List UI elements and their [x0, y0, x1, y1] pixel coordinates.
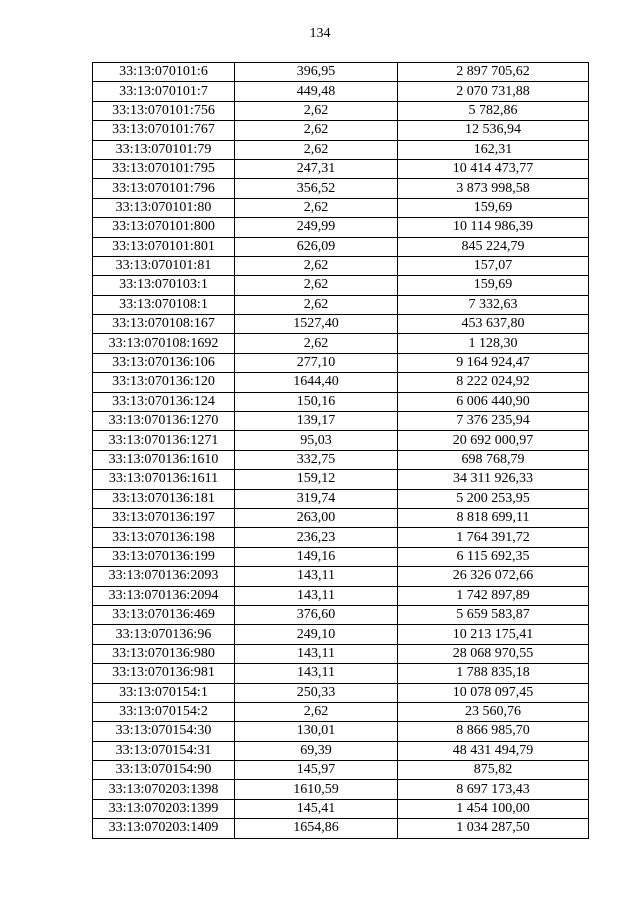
cadastral-number-cell: 33:13:070101:6: [93, 63, 235, 82]
cadastral-value-cell: 7 332,63: [398, 295, 589, 314]
table-row: [93, 547, 589, 566]
cadastral-number-cell: 33:13:070136:106: [93, 353, 235, 372]
area-cell: 143,11: [235, 644, 398, 663]
cadastral-value-cell: 698 768,79: [398, 450, 589, 469]
table-row: [93, 276, 589, 295]
table-row: [93, 470, 589, 489]
cadastral-number-cell: 33:13:070136:2094: [93, 586, 235, 605]
cadastral-number-cell: 33:13:070136:120: [93, 373, 235, 392]
cadastral-number-cell: 33:13:070101:801: [93, 237, 235, 256]
cadastral-value-cell: 5 782,86: [398, 101, 589, 120]
table-row: [93, 159, 589, 178]
cadastral-value-cell: 5 659 583,87: [398, 605, 589, 624]
area-cell: 2,62: [235, 198, 398, 217]
cadastral-value-cell: 8 222 024,92: [398, 373, 589, 392]
area-cell: 236,23: [235, 528, 398, 547]
table-row: [93, 82, 589, 101]
table-row: [93, 237, 589, 256]
table-row: [93, 315, 589, 334]
cadastral-value-cell: 20 692 000,97: [398, 431, 589, 450]
cadastral-number-cell: 33:13:070136:980: [93, 644, 235, 663]
cadastral-number-cell: 33:13:070101:796: [93, 179, 235, 198]
table-row: [93, 334, 589, 353]
area-cell: 1527,40: [235, 315, 398, 334]
table-row: [93, 586, 589, 605]
cadastral-value-cell: 2 897 705,62: [398, 63, 589, 82]
cadastral-number-cell: 33:13:070154:30: [93, 722, 235, 741]
area-cell: 396,95: [235, 63, 398, 82]
table-row: [93, 664, 589, 683]
table-row: [93, 799, 589, 818]
table-row: [93, 702, 589, 721]
area-cell: 376,60: [235, 605, 398, 624]
cadastral-number-cell: 33:13:070154:1: [93, 683, 235, 702]
cadastral-number-cell: 33:13:070203:1409: [93, 819, 235, 838]
cadastral-number-cell: 33:13:070136:469: [93, 605, 235, 624]
cadastral-number-cell: 33:13:070136:1611: [93, 470, 235, 489]
table-row: [93, 625, 589, 644]
area-cell: 332,75: [235, 450, 398, 469]
table-row: [93, 63, 589, 82]
cadastral-value-cell: 23 560,76: [398, 702, 589, 721]
cadastral-value-cell: 159,69: [398, 198, 589, 217]
area-cell: 2,62: [235, 101, 398, 120]
cadastral-number-cell: 33:13:070136:1610: [93, 450, 235, 469]
table-row: [93, 508, 589, 527]
cadastral-value-cell: 157,07: [398, 256, 589, 275]
cadastral-number-cell: 33:13:070136:1271: [93, 431, 235, 450]
area-cell: 250,33: [235, 683, 398, 702]
cadastral-number-cell: 33:13:070203:1398: [93, 780, 235, 799]
cadastral-value-cell: 1 764 391,72: [398, 528, 589, 547]
cadastral-number-cell: 33:13:070154:2: [93, 702, 235, 721]
area-cell: 2,62: [235, 295, 398, 314]
area-cell: 249,10: [235, 625, 398, 644]
page-number: 134: [309, 26, 331, 41]
cadastral-number-cell: 33:13:070101:81: [93, 256, 235, 275]
area-cell: 247,31: [235, 159, 398, 178]
area-cell: 143,11: [235, 586, 398, 605]
area-cell: 249,99: [235, 218, 398, 237]
cadastral-number-cell: 33:13:070108:1692: [93, 334, 235, 353]
cadastral-value-cell: 8 866 985,70: [398, 722, 589, 741]
cadastral-number-cell: 33:13:070108:167: [93, 315, 235, 334]
cadastral-value-table: [92, 62, 589, 839]
cadastral-value-cell: 6 115 692,35: [398, 547, 589, 566]
area-cell: 159,12: [235, 470, 398, 489]
table-row: [93, 431, 589, 450]
area-cell: 2,62: [235, 256, 398, 275]
cadastral-number-cell: 33:13:070108:1: [93, 295, 235, 314]
cadastral-number-cell: 33:13:070101:756: [93, 101, 235, 120]
area-cell: 2,62: [235, 276, 398, 295]
area-cell: 2,62: [235, 702, 398, 721]
table-row: [93, 741, 589, 760]
cadastral-number-cell: 33:13:070101:80: [93, 198, 235, 217]
table-row: [93, 450, 589, 469]
table-row: [93, 392, 589, 411]
cadastral-value-cell: 10 213 175,41: [398, 625, 589, 644]
area-cell: 2,62: [235, 121, 398, 140]
cadastral-number-cell: 33:13:070154:31: [93, 741, 235, 760]
table-row: [93, 489, 589, 508]
area-cell: 139,17: [235, 412, 398, 431]
cadastral-value-cell: 7 376 235,94: [398, 412, 589, 431]
cadastral-value-cell: 162,31: [398, 140, 589, 159]
cadastral-value-cell: 1 454 100,00: [398, 799, 589, 818]
area-cell: 1644,40: [235, 373, 398, 392]
area-cell: 2,62: [235, 334, 398, 353]
cadastral-value-cell: 48 431 494,79: [398, 741, 589, 760]
table-row: [93, 819, 589, 838]
area-cell: 263,00: [235, 508, 398, 527]
cadastral-number-cell: 33:13:070154:90: [93, 761, 235, 780]
cadastral-number-cell: 33:13:070136:981: [93, 664, 235, 683]
cadastral-number-cell: 33:13:070101:79: [93, 140, 235, 159]
cadastral-number-cell: 33:13:070136:2093: [93, 567, 235, 586]
area-cell: 145,41: [235, 799, 398, 818]
cadastral-number-cell: 33:13:070101:7: [93, 82, 235, 101]
area-cell: 356,52: [235, 179, 398, 198]
cadastral-value-cell: 26 326 072,66: [398, 567, 589, 586]
area-cell: 319,74: [235, 489, 398, 508]
table-row: [93, 567, 589, 586]
cadastral-number-cell: 33:13:070203:1399: [93, 799, 235, 818]
cadastral-number-cell: 33:13:070136:181: [93, 489, 235, 508]
cadastral-value-cell: 34 311 926,33: [398, 470, 589, 489]
cadastral-value-cell: 8 818 699,11: [398, 508, 589, 527]
table-row: [93, 140, 589, 159]
area-cell: 95,03: [235, 431, 398, 450]
area-cell: 1610,59: [235, 780, 398, 799]
area-cell: 2,62: [235, 140, 398, 159]
table-row: [93, 683, 589, 702]
area-cell: 69,39: [235, 741, 398, 760]
cadastral-value-cell: 1 742 897,89: [398, 586, 589, 605]
cadastral-number-cell: 33:13:070101:800: [93, 218, 235, 237]
cadastral-number-cell: 33:13:070101:767: [93, 121, 235, 140]
table-row: [93, 101, 589, 120]
area-cell: 130,01: [235, 722, 398, 741]
cadastral-value-cell: 28 068 970,55: [398, 644, 589, 663]
cadastral-value-cell: 10 114 986,39: [398, 218, 589, 237]
table-row: [93, 353, 589, 372]
cadastral-number-cell: 33:13:070136:197: [93, 508, 235, 527]
cadastral-value-cell: 1 034 287,50: [398, 819, 589, 838]
area-cell: 277,10: [235, 353, 398, 372]
cadastral-value-cell: 3 873 998,58: [398, 179, 589, 198]
table-row: [93, 722, 589, 741]
cadastral-number-cell: 33:13:070101:795: [93, 159, 235, 178]
table-row: [93, 256, 589, 275]
table-row: [93, 179, 589, 198]
area-cell: 145,97: [235, 761, 398, 780]
table-row: [93, 644, 589, 663]
cadastral-number-cell: 33:13:070136:199: [93, 547, 235, 566]
cadastral-value-cell: 453 637,80: [398, 315, 589, 334]
cadastral-value-cell: 159,69: [398, 276, 589, 295]
table-row: [93, 780, 589, 799]
table-row: [93, 412, 589, 431]
cadastral-value-cell: 12 536,94: [398, 121, 589, 140]
table-row: [93, 295, 589, 314]
table-row: [93, 528, 589, 547]
cadastral-value-cell: 5 200 253,95: [398, 489, 589, 508]
cadastral-value-cell: 6 006 440,90: [398, 392, 589, 411]
area-cell: 626,09: [235, 237, 398, 256]
cadastral-value-cell: 845 224,79: [398, 237, 589, 256]
area-cell: 449,48: [235, 82, 398, 101]
cadastral-value-cell: 10 414 473,77: [398, 159, 589, 178]
area-cell: 143,11: [235, 567, 398, 586]
cadastral-value-cell: 1 128,30: [398, 334, 589, 353]
table-body: [93, 63, 589, 839]
cadastral-value-cell: 2 070 731,88: [398, 82, 589, 101]
cadastral-number-cell: 33:13:070103:1: [93, 276, 235, 295]
cadastral-number-cell: 33:13:070136:198: [93, 528, 235, 547]
area-cell: 1654,86: [235, 819, 398, 838]
area-cell: 150,16: [235, 392, 398, 411]
cadastral-value-cell: 8 697 173,43: [398, 780, 589, 799]
table-row: [93, 373, 589, 392]
area-cell: 143,11: [235, 664, 398, 683]
cadastral-number-cell: 33:13:070136:1270: [93, 412, 235, 431]
cadastral-value-cell: 9 164 924,47: [398, 353, 589, 372]
cadastral-number-cell: 33:13:070136:124: [93, 392, 235, 411]
cadastral-value-cell: 10 078 097,45: [398, 683, 589, 702]
cadastral-number-cell: 33:13:070136:96: [93, 625, 235, 644]
area-cell: 149,16: [235, 547, 398, 566]
table-row: [93, 761, 589, 780]
table-row: [93, 218, 589, 237]
table-row: [93, 605, 589, 624]
cadastral-value-cell: 875,82: [398, 761, 589, 780]
table-row: [93, 121, 589, 140]
cadastral-value-cell: 1 788 835,18: [398, 664, 589, 683]
table-row: [93, 198, 589, 217]
